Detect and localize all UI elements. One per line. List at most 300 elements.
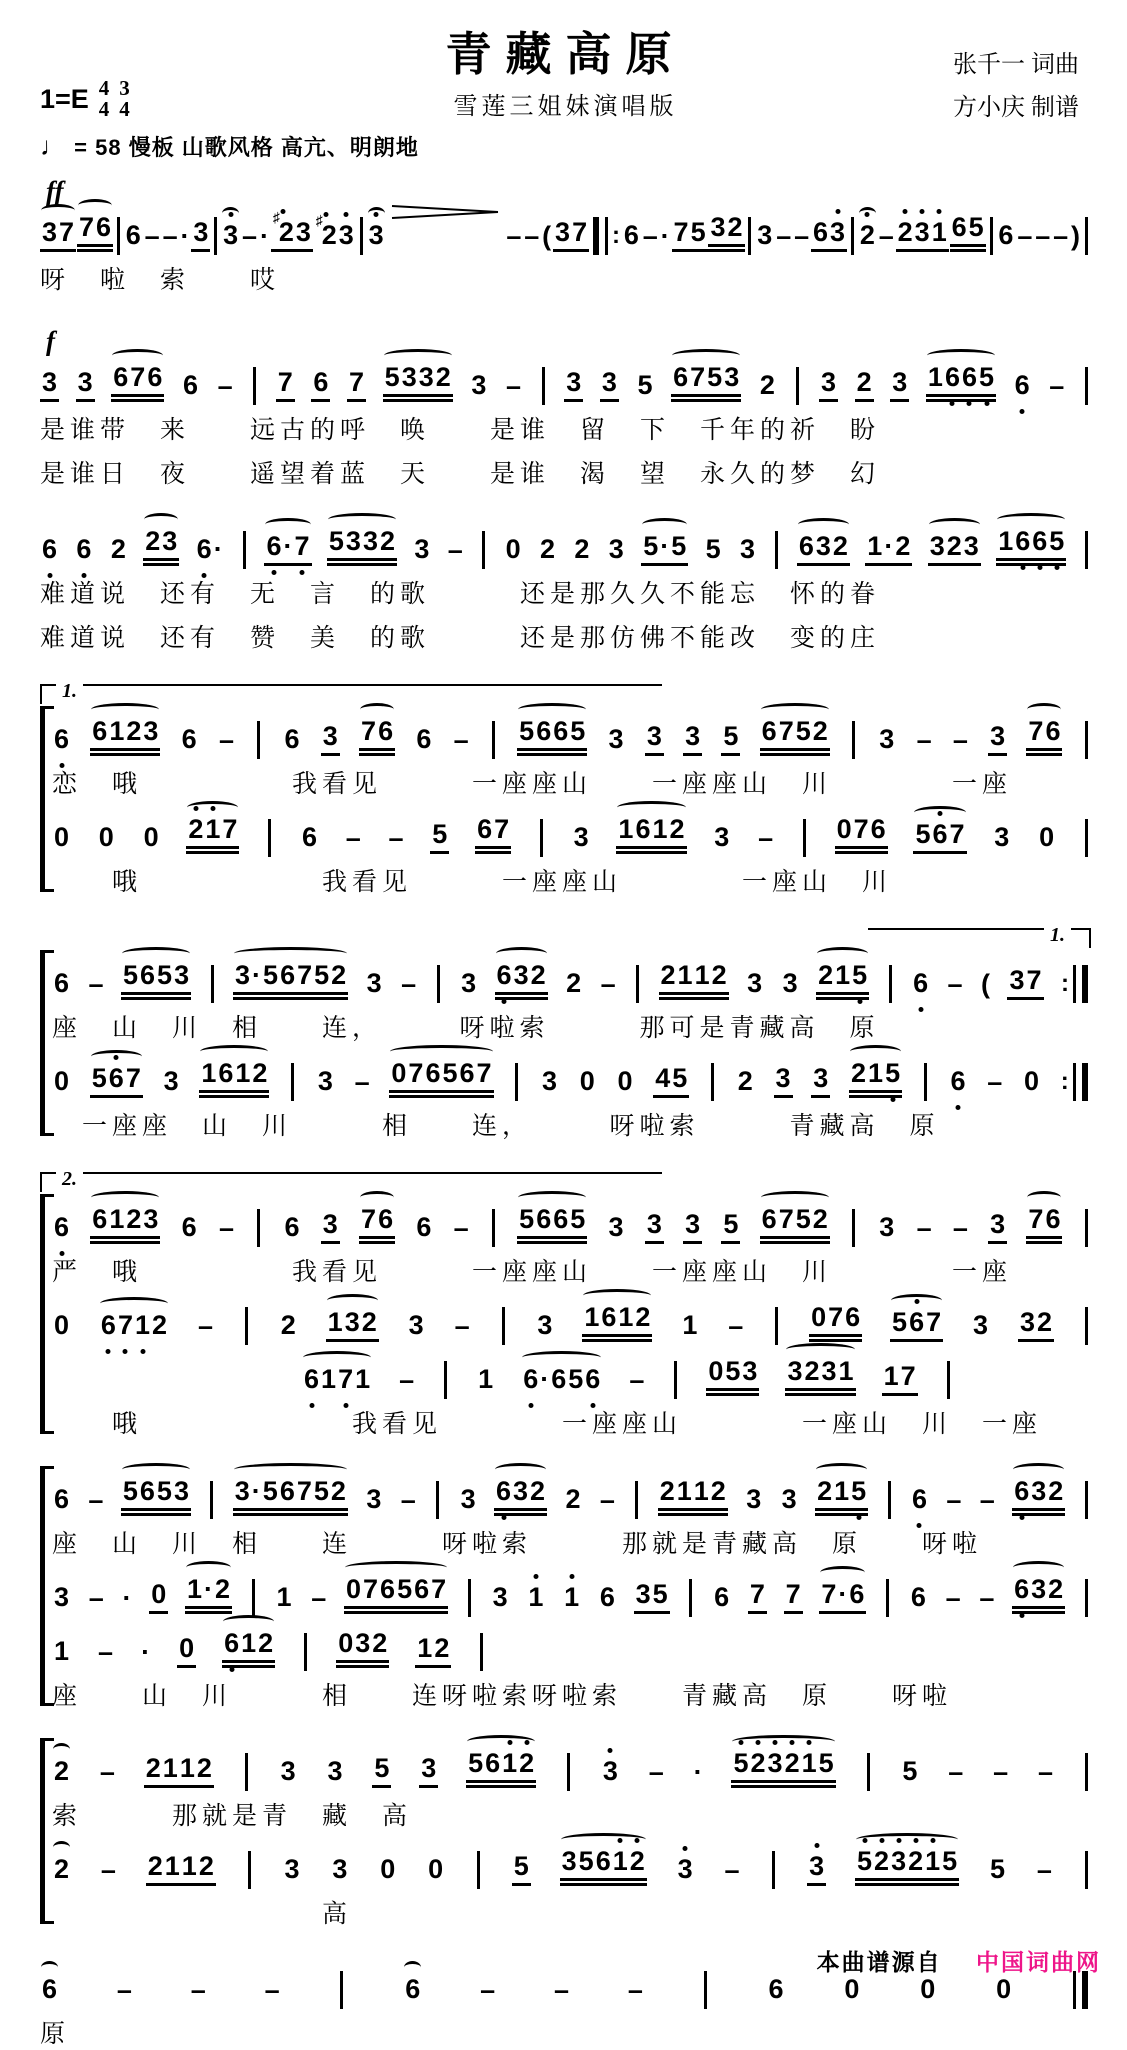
note: 3	[162, 526, 178, 556]
note-group	[882, 1361, 918, 1396]
barline	[886, 1579, 889, 1617]
note: 3	[787, 1356, 803, 1386]
duration-dash: –	[401, 969, 417, 999]
note-group	[99, 1310, 169, 1342]
duration-dash: –	[399, 1365, 415, 1395]
note: 6	[181, 1212, 197, 1242]
notes-row	[52, 1052, 1091, 1098]
note: 5	[979, 362, 995, 392]
note: 5	[328, 526, 344, 556]
duration-dash: –	[648, 1757, 664, 1787]
note: 2	[812, 716, 828, 746]
duration-dash: –	[1017, 221, 1033, 251]
note: ·	[213, 534, 223, 564]
parenthesis: )	[1071, 221, 1081, 251]
note: 7	[821, 1579, 837, 1609]
footer-site-link[interactable]: 中国词曲网	[976, 1949, 1101, 1975]
note-group	[877, 1212, 896, 1244]
barline	[775, 531, 778, 569]
note-group	[359, 1204, 395, 1244]
note-group	[913, 819, 966, 854]
note: 6	[459, 1058, 475, 1088]
note: 2	[434, 1633, 450, 1663]
note: 6	[378, 1204, 394, 1234]
note: 6	[284, 1212, 300, 1242]
note: 2	[188, 814, 204, 844]
note: 0	[143, 822, 159, 852]
note: 3	[782, 968, 798, 998]
note-group	[143, 526, 179, 566]
note: 0	[811, 1302, 827, 1332]
note-group	[736, 1066, 755, 1098]
duration-dash: –	[1035, 221, 1051, 251]
note: 5	[442, 1058, 458, 1088]
barline	[947, 1361, 950, 1399]
note-group	[494, 1476, 547, 1516]
note-group	[459, 968, 478, 1000]
note: 3	[710, 212, 726, 242]
note-group	[1026, 1204, 1062, 1244]
note: 6	[92, 1204, 108, 1234]
note: 6	[113, 362, 129, 392]
note: 6	[1015, 526, 1031, 556]
note: 1	[109, 716, 125, 746]
note: 5	[157, 960, 173, 990]
note-group	[890, 1307, 943, 1342]
lyrics-row: 难道说 还有 无 言 的歌 还是那久久不能忘 怀的眷	[40, 581, 881, 608]
note: 3	[561, 1846, 577, 1876]
note: 2	[908, 1846, 924, 1876]
note-group	[186, 814, 239, 854]
barline	[245, 1307, 248, 1345]
note-group	[748, 1579, 767, 1614]
note-group	[144, 1753, 214, 1788]
note: 6	[909, 1307, 925, 1337]
note-group	[538, 534, 557, 566]
music-system	[40, 1470, 1091, 1712]
duration-dash: –	[454, 1311, 470, 1341]
note-group	[326, 1307, 379, 1342]
note: 6	[125, 220, 141, 250]
note-group	[191, 217, 210, 252]
note: 3	[542, 1066, 558, 1096]
note-group	[316, 1066, 335, 1098]
note: 3	[143, 1204, 159, 1234]
note: 6	[54, 1484, 70, 1514]
note-group	[300, 822, 319, 854]
note-group	[712, 1582, 731, 1614]
barline	[1085, 1753, 1088, 1791]
note-group	[359, 716, 395, 756]
note: 2	[750, 1748, 766, 1778]
barline	[210, 1481, 213, 1519]
barline	[852, 721, 855, 759]
note: 3	[461, 968, 477, 998]
note-group	[645, 1209, 664, 1244]
repeat-end-barline: :	[1060, 1060, 1091, 1098]
note-group	[495, 960, 548, 1000]
note: 3	[223, 220, 239, 250]
duration-dash: –	[453, 725, 469, 755]
note-group	[52, 1636, 71, 1668]
note: 6	[380, 1574, 396, 1604]
note: ·	[251, 1476, 261, 1506]
note-group	[344, 1574, 448, 1614]
note-group	[671, 362, 741, 402]
note: 3	[775, 1063, 791, 1093]
note-group	[811, 1063, 830, 1098]
note: 0	[836, 814, 852, 844]
note-group	[780, 1484, 799, 1516]
duration-dash: –	[599, 1485, 615, 1515]
note: 6	[1045, 716, 1061, 746]
note: 3	[513, 960, 529, 990]
duration-dash: –	[217, 371, 233, 401]
note-group	[314, 212, 356, 252]
note: 7	[431, 1574, 447, 1604]
note-group	[811, 217, 847, 252]
note: 3	[471, 370, 487, 400]
note: ·	[838, 1579, 848, 1609]
duration-dash: –	[88, 969, 104, 999]
note: 0	[338, 1628, 354, 1658]
note: 3	[781, 1484, 797, 1514]
note: 1	[834, 1476, 850, 1506]
note: 6	[813, 217, 829, 247]
note: 3	[573, 822, 589, 852]
note: 1	[478, 1364, 494, 1394]
note: 5	[968, 212, 984, 242]
note-group	[1007, 965, 1043, 1000]
note: 2	[818, 960, 834, 990]
note: 0	[151, 1579, 167, 1609]
notes-row	[40, 356, 1091, 402]
note: 2	[1048, 1574, 1064, 1604]
note-group	[121, 1476, 191, 1516]
note-group	[364, 1484, 383, 1516]
note: 5	[519, 716, 535, 746]
note-group	[607, 1212, 626, 1244]
note: 0	[345, 1574, 361, 1604]
repeat-end-barline: :	[1060, 962, 1091, 1000]
note-group	[124, 220, 143, 252]
duration-dash: –	[345, 823, 361, 853]
note: 3	[1031, 1476, 1047, 1506]
note: 1	[612, 1846, 628, 1876]
dot: ·	[122, 1583, 132, 1613]
parenthesis: (	[981, 969, 991, 999]
notes-row	[52, 808, 1091, 854]
note: 6	[944, 362, 960, 392]
barline	[674, 1361, 677, 1399]
duration-dash: –	[600, 969, 616, 999]
note: 7	[363, 1574, 379, 1604]
duration-dash: –	[524, 221, 540, 251]
note: 3	[163, 1066, 179, 1096]
note: 7	[572, 217, 588, 247]
note-group	[52, 822, 71, 854]
note-group	[1022, 1066, 1041, 1098]
duration-dash: –	[1036, 1855, 1052, 1885]
note: 1	[998, 526, 1014, 556]
note-group	[994, 1974, 1013, 2006]
note: 5	[885, 1058, 901, 1088]
note-group	[578, 1066, 597, 1098]
barline	[245, 1753, 248, 1791]
duration-dash: –	[506, 371, 522, 401]
note: 2	[711, 960, 727, 990]
note-group	[900, 1756, 919, 1788]
note: 0	[179, 1633, 195, 1663]
note: 3	[42, 367, 58, 397]
note: 1	[355, 1364, 371, 1394]
duration-dash: –	[878, 221, 894, 251]
note: 6	[495, 1476, 512, 1506]
note-group	[616, 814, 686, 854]
note-group	[403, 1974, 422, 2006]
note: 6	[76, 534, 92, 564]
note: 1	[838, 1356, 854, 1386]
note: 7	[408, 1058, 424, 1088]
music-system	[40, 680, 1091, 898]
barline	[1085, 819, 1088, 857]
note: 0	[996, 1974, 1012, 2004]
note: 5	[690, 217, 706, 247]
note-group	[760, 716, 830, 756]
note: 6	[196, 534, 212, 564]
note: 3	[879, 724, 895, 754]
note-group	[412, 534, 431, 566]
note: 3	[724, 362, 740, 392]
duration-dash: –	[946, 1485, 962, 1515]
note-group	[233, 1476, 348, 1516]
note: 1	[235, 1058, 251, 1088]
note: 7	[785, 1579, 801, 1609]
note: 3	[646, 1209, 662, 1239]
duration-dash: –	[945, 1583, 961, 1613]
note: 6	[284, 724, 300, 754]
duration-dash: –	[480, 1975, 496, 2005]
note: 6	[378, 716, 394, 746]
note: 5	[902, 1756, 918, 1786]
note: 3	[994, 822, 1010, 852]
barline	[796, 367, 799, 405]
note: 3	[332, 1854, 348, 1884]
note-group	[607, 534, 626, 566]
duration-dash: –	[264, 1975, 280, 2005]
note: 3	[368, 220, 384, 250]
lyrics-row: 高	[52, 1901, 353, 1928]
note-group	[758, 370, 777, 402]
duration-dash: –	[776, 221, 792, 251]
note: 2	[804, 1356, 820, 1386]
barline	[117, 217, 120, 255]
note: 3	[421, 1753, 437, 1783]
note: 3	[235, 960, 251, 990]
note-group	[149, 1579, 168, 1614]
note-group	[517, 1204, 587, 1244]
note: 6	[485, 1748, 501, 1778]
voice-group	[40, 520, 1091, 654]
barline	[248, 1851, 251, 1889]
duration-dash: –	[144, 221, 160, 251]
note: 0	[391, 1058, 407, 1088]
note: 2	[331, 960, 347, 990]
note-group	[890, 367, 909, 402]
note-group	[222, 1628, 275, 1668]
note: 3	[879, 1212, 895, 1242]
note: 7	[1026, 965, 1042, 995]
duration-dash: –	[916, 725, 932, 755]
note: 1	[652, 814, 668, 844]
note: 5	[513, 1851, 529, 1881]
barline	[243, 531, 246, 569]
note-group	[180, 1212, 199, 1244]
note-group	[658, 1476, 728, 1516]
barline	[635, 1481, 638, 1519]
note-group	[97, 822, 116, 854]
note: 2	[727, 212, 743, 242]
note-group	[121, 960, 191, 1000]
note-group	[111, 362, 164, 402]
note-group	[52, 1310, 71, 1342]
note: 7	[749, 1579, 765, 1609]
note: 1	[109, 1204, 125, 1234]
note-group	[195, 534, 225, 566]
note: 2	[897, 217, 913, 247]
note: 6	[304, 1364, 320, 1394]
note-group	[634, 1579, 670, 1614]
barline	[990, 217, 993, 255]
note-group	[560, 1846, 647, 1886]
duration-dash: –	[400, 1485, 416, 1515]
note: ·	[204, 1574, 213, 1604]
note-group	[52, 968, 71, 1000]
barline	[867, 1753, 870, 1791]
note: 1	[931, 217, 947, 247]
note: 0	[54, 822, 70, 852]
dot: ·	[259, 221, 269, 251]
note: 7	[1028, 716, 1044, 746]
duration-dash: –	[506, 221, 522, 251]
volta-label: 1.	[56, 680, 83, 703]
duration-dash: –	[979, 1485, 995, 1515]
note-group	[146, 1851, 216, 1886]
note: 5	[672, 1063, 688, 1093]
barline	[492, 1209, 495, 1247]
note: 3	[414, 534, 430, 564]
note: 6	[181, 724, 197, 754]
note-group	[430, 819, 449, 854]
note: 3	[1009, 965, 1025, 995]
barline	[515, 1063, 518, 1101]
note: 2	[635, 1302, 651, 1332]
note: 5	[990, 1854, 1006, 1884]
note-group	[365, 968, 384, 1000]
note: 5	[818, 1748, 834, 1778]
note: 6	[911, 1484, 927, 1514]
note-group	[563, 1484, 582, 1516]
note: 2	[54, 1854, 70, 1884]
note-group	[767, 1974, 786, 2006]
note-group	[347, 367, 366, 402]
note-group	[909, 1582, 928, 1614]
note: 1	[868, 1058, 884, 1088]
note-group	[731, 1748, 835, 1788]
note-group	[819, 367, 838, 402]
duration-dash: –	[948, 1757, 964, 1787]
barline	[1085, 1851, 1088, 1889]
note-group	[635, 370, 654, 402]
note-group	[835, 814, 888, 854]
duration-dash: –	[979, 1583, 995, 1613]
note: 2	[215, 1574, 231, 1604]
barline	[268, 819, 271, 857]
note: 3	[143, 716, 159, 746]
barline	[772, 1851, 775, 1889]
barline	[567, 1753, 570, 1791]
note: ·	[660, 531, 670, 561]
note: 2	[126, 716, 142, 746]
note-group	[672, 217, 708, 252]
duration-dash: –	[1049, 371, 1065, 401]
note: 6	[416, 1212, 432, 1242]
note-group	[680, 1310, 699, 1342]
note-group	[264, 531, 311, 566]
lyrics-row: 是谁日 夜 遥望着蓝 天 是谁 渴 望 永久的梦 幻	[40, 461, 881, 488]
note: 3	[990, 721, 1006, 751]
note-group	[755, 220, 774, 252]
note: 1	[181, 1851, 197, 1881]
note: 6	[595, 1846, 611, 1876]
note: 3	[322, 721, 338, 751]
note-group	[842, 1974, 861, 2006]
note: 7	[349, 367, 365, 397]
note: 2	[1036, 1307, 1053, 1337]
duration-dash: –	[758, 823, 774, 853]
barline	[502, 1307, 505, 1345]
note: 2	[1048, 1476, 1064, 1506]
note: 7	[130, 362, 146, 392]
music-system	[40, 520, 1091, 654]
barline	[689, 1579, 692, 1617]
duration-dash: –	[190, 1975, 206, 2005]
note: 2	[566, 968, 582, 998]
note: 1	[927, 362, 943, 392]
note: 3	[284, 1854, 300, 1884]
note-group	[302, 1364, 372, 1396]
note: 3	[54, 1582, 70, 1612]
note: 7	[476, 1058, 492, 1088]
note-group	[221, 220, 240, 252]
note: 7	[900, 1361, 916, 1391]
barline	[1085, 1307, 1088, 1345]
note: 3	[685, 1209, 701, 1239]
tempo-value: = 58	[74, 135, 122, 160]
note: 6	[266, 531, 282, 561]
note-group	[491, 1582, 510, 1614]
note: 0	[505, 534, 521, 564]
note: 1	[584, 1302, 600, 1332]
note: 3	[317, 1066, 333, 1096]
footer-source-label: 本曲谱源自	[816, 1949, 942, 1975]
note-group	[52, 1066, 71, 1098]
note: 6	[477, 814, 493, 844]
note-group	[282, 724, 301, 756]
note-group	[712, 822, 731, 854]
note: 1	[867, 531, 883, 561]
note: 6	[405, 1974, 421, 2004]
